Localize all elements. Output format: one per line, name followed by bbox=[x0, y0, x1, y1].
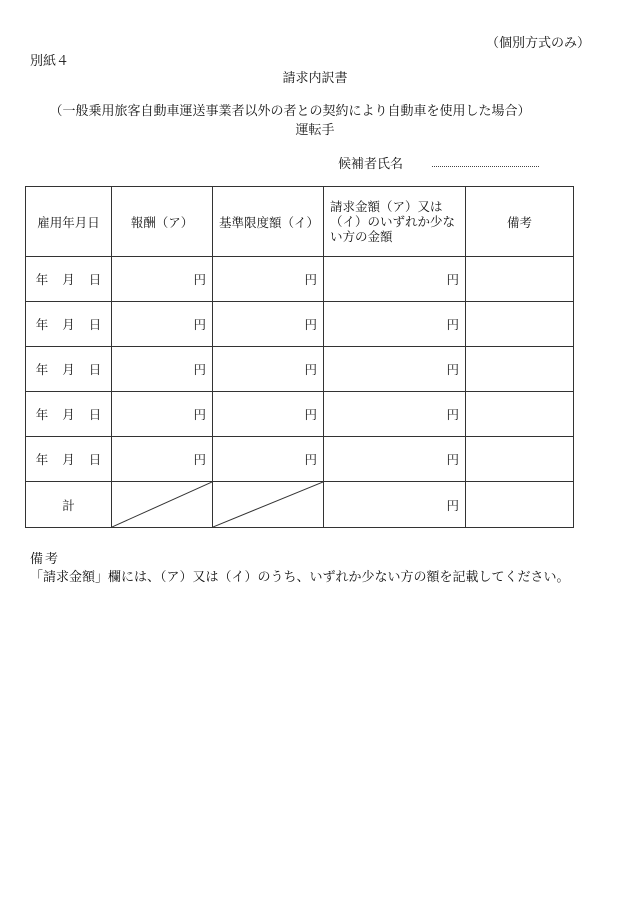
year-label: 年 bbox=[35, 317, 49, 332]
remarks-cell[interactable] bbox=[466, 257, 574, 302]
table-row bbox=[26, 257, 574, 302]
remarks-cell[interactable] bbox=[466, 392, 574, 437]
total-reward-struck-cell bbox=[112, 482, 213, 528]
date-cell[interactable] bbox=[26, 302, 112, 347]
claim-cell[interactable]: 円 bbox=[324, 347, 466, 392]
month-label: 月 bbox=[62, 452, 75, 467]
claim-breakdown-table bbox=[25, 186, 574, 528]
month-label: 月 bbox=[62, 317, 75, 332]
attachment-label: 別紙４ bbox=[30, 54, 70, 69]
date-cell[interactable] bbox=[26, 392, 112, 437]
header-employment-date: 雇用年月日 bbox=[26, 187, 112, 257]
claim-cell[interactable]: 円 bbox=[324, 302, 466, 347]
total-claim-cell[interactable]: 円 bbox=[324, 482, 466, 528]
month-label: 月 bbox=[62, 362, 75, 377]
claim-cell[interactable]: 円 bbox=[324, 392, 466, 437]
table-row bbox=[26, 347, 574, 392]
total-row bbox=[26, 482, 574, 528]
top-note: （個別方式のみ） bbox=[485, 36, 590, 51]
day-label: 日 bbox=[88, 362, 102, 377]
total-limit-struck-cell bbox=[213, 482, 324, 528]
year-label: 年 bbox=[35, 407, 49, 422]
remarks-text: 「請求金額」欄には、（ア）又は（イ）のうち、いずれか少ない方の額を記載してください。 bbox=[30, 570, 570, 585]
candidate-name-field[interactable] bbox=[432, 166, 539, 167]
day-label: 日 bbox=[88, 317, 102, 332]
day-label: 日 bbox=[88, 452, 102, 467]
date-cell[interactable] bbox=[26, 257, 112, 302]
reward-cell[interactable]: 円 bbox=[112, 302, 213, 347]
limit-cell[interactable]: 円 bbox=[213, 347, 324, 392]
header-remarks: 備考 bbox=[466, 187, 574, 257]
limit-cell[interactable]: 円 bbox=[213, 257, 324, 302]
total-remarks-cell[interactable] bbox=[466, 482, 574, 528]
header-claim-amount: 請求金額（ア）又は（イ）のいずれか少ない方の金額 bbox=[324, 187, 466, 257]
day-label: 日 bbox=[88, 272, 102, 287]
remarks-cell[interactable] bbox=[466, 347, 574, 392]
page-subtitle: （一般乗用旅客自動車運送事業者以外の者との契約により自動車を使用した場合） bbox=[49, 104, 531, 119]
candidate-name-label: 候補者氏名 bbox=[338, 157, 404, 172]
reward-cell[interactable]: 円 bbox=[112, 347, 213, 392]
limit-cell[interactable]: 円 bbox=[213, 437, 324, 482]
table-header-row bbox=[26, 187, 574, 257]
remarks-cell[interactable] bbox=[466, 437, 574, 482]
year-label: 年 bbox=[35, 272, 49, 287]
table-row bbox=[26, 437, 574, 482]
total-label: 計 bbox=[26, 482, 112, 528]
table-row bbox=[26, 302, 574, 347]
reward-cell[interactable]: 円 bbox=[112, 437, 213, 482]
limit-cell[interactable]: 円 bbox=[213, 392, 324, 437]
diagonal-strike bbox=[213, 482, 323, 527]
remarks-cell[interactable] bbox=[466, 302, 574, 347]
header-reward: 報酬（ア） bbox=[112, 187, 213, 257]
claim-cell[interactable]: 円 bbox=[324, 257, 466, 302]
date-cell[interactable] bbox=[26, 347, 112, 392]
year-label: 年 bbox=[35, 362, 49, 377]
limit-cell[interactable]: 円 bbox=[213, 302, 324, 347]
date-cell[interactable] bbox=[26, 437, 112, 482]
remarks-heading: 備考 bbox=[30, 552, 61, 567]
page-title: 請求内訳書 bbox=[282, 71, 348, 86]
diagonal-strike bbox=[112, 482, 212, 527]
day-label: 日 bbox=[88, 407, 102, 422]
header-limit-amount: 基準限度額（イ） bbox=[213, 187, 324, 257]
reward-cell[interactable]: 円 bbox=[112, 257, 213, 302]
month-label: 月 bbox=[62, 407, 75, 422]
reward-cell[interactable]: 円 bbox=[112, 392, 213, 437]
month-label: 月 bbox=[62, 272, 75, 287]
year-label: 年 bbox=[35, 452, 49, 467]
claim-cell[interactable]: 円 bbox=[324, 437, 466, 482]
role-label: 運転手 bbox=[295, 123, 335, 138]
table-row bbox=[26, 392, 574, 437]
